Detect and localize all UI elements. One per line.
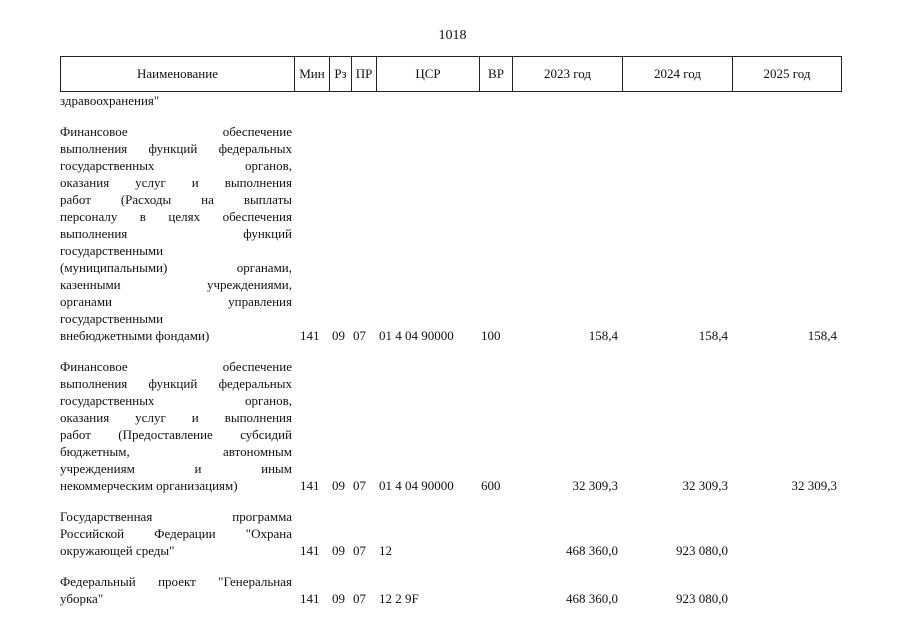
row-pr: [349, 92, 374, 109]
row-name-line: Финансовое обеспечение: [60, 124, 292, 139]
row-name-line: (муниципальными) органами,: [60, 260, 292, 275]
page-number: 1018: [438, 28, 467, 43]
row-value-2025: [730, 590, 839, 607]
table-row: [60, 358, 845, 494]
row-name-line: выполнения функций федеральных: [60, 376, 292, 391]
row-rz: 09: [332, 591, 345, 606]
row-pr: 07: [353, 328, 366, 343]
row-pr: 07: [353, 543, 366, 558]
col-header-name: Наименование: [61, 57, 295, 92]
row-min: 141: [300, 543, 320, 558]
row-name-line: работ (Предоставление субсидий: [60, 427, 292, 442]
row-csr: 01 4 04 90000: [379, 328, 454, 343]
row-csr: 01 4 04 90000: [379, 478, 454, 493]
table-row: [60, 123, 845, 344]
row-name-line: некоммерческим организациям): [60, 478, 238, 493]
col-header-2024: 2024 год: [623, 57, 733, 92]
row-name-line: бюджетным, автономным: [60, 444, 292, 459]
row-name-line: Финансовое обеспечение: [60, 359, 292, 374]
row-vr: [477, 590, 510, 607]
row-csr: 12: [379, 543, 392, 558]
col-header-pr: ПР: [352, 57, 377, 92]
row-name-line: окружающей среды": [60, 543, 175, 558]
row-value-2025: 158,4: [807, 328, 837, 343]
row-name-line: Российской Федерации "Охрана: [60, 526, 292, 541]
row-value-2023: 468 360,0: [566, 591, 618, 606]
row-rz: 09: [332, 328, 345, 343]
row-name-line: государственными: [60, 311, 164, 326]
row-min: 141: [300, 328, 320, 343]
row-min: [292, 92, 327, 109]
row-name-line: оказания услуг и выполнения: [60, 410, 292, 425]
table-body: [60, 92, 845, 607]
row-value-2023: 32 309,3: [572, 478, 618, 493]
row-vr: [477, 542, 510, 559]
row-value-2025: [730, 542, 839, 559]
row-value-2023: 468 360,0: [566, 543, 618, 558]
row-vr: 600: [481, 478, 501, 493]
row-vr: 100: [481, 328, 501, 343]
row-name: [60, 123, 292, 344]
col-header-vr: ВР: [480, 57, 513, 92]
col-header-2023: 2023 год: [513, 57, 623, 92]
row-min: 141: [300, 591, 320, 606]
row-name-line: выполнения функций федеральных: [60, 141, 292, 156]
row-name-line: казенными учреждениями,: [60, 277, 292, 292]
row-name-line: Федеральный проект "Генеральная: [60, 574, 292, 589]
row-csr: [374, 92, 477, 109]
row-name-line: органами управления: [60, 294, 292, 309]
row-pr: 07: [353, 591, 366, 606]
row-name-line: государственными: [60, 243, 164, 258]
row-name-line: Государственная программа: [60, 509, 292, 524]
row-name: [60, 358, 292, 494]
row-name-line: внебюджетными фондами): [60, 328, 210, 343]
row-csr: 12 2 9F: [379, 591, 419, 606]
row-value-2023: 158,4: [588, 328, 618, 343]
row-rz: 09: [332, 543, 345, 558]
row-vr: [477, 92, 510, 109]
col-header-min: Мин: [295, 57, 330, 92]
row-name-line: государственных органов,: [60, 393, 292, 408]
row-value-2024: [620, 92, 730, 109]
row-name-line: персоналу в целях обеспечения: [60, 209, 292, 224]
row-name-line: учреждениям и иным: [60, 461, 292, 476]
col-header-2025: 2025 год: [733, 57, 842, 92]
row-name: [60, 573, 292, 607]
column-header-table: [60, 56, 842, 92]
row-value-2024: 923 080,0: [676, 591, 728, 606]
table-row: [60, 573, 845, 607]
row-min: 141: [300, 478, 320, 493]
table-row: [60, 92, 845, 109]
col-header-rz: Рз: [330, 57, 352, 92]
row-name-line: здравоохранения": [60, 93, 160, 108]
table-row: [60, 508, 845, 559]
row-value-2025: 32 309,3: [791, 478, 837, 493]
row-value-2025: [730, 92, 839, 109]
row-name-line: уборка": [60, 591, 104, 606]
row-value-2024: 158,4: [698, 328, 728, 343]
row-name-line: государственных органов,: [60, 158, 292, 173]
row-name: [60, 92, 292, 109]
row-rz: [327, 92, 349, 109]
row-value-2024: 32 309,3: [682, 478, 728, 493]
row-pr: 07: [353, 478, 366, 493]
row-name-line: оказания услуг и выполнения: [60, 175, 292, 190]
row-name-line: работ (Расходы на выплаты: [60, 192, 292, 207]
row-name: [60, 508, 292, 559]
row-name-line: выполнения функций: [60, 226, 292, 241]
row-value-2024: 923 080,0: [676, 543, 728, 558]
row-rz: 09: [332, 478, 345, 493]
row-value-2023: [510, 92, 620, 109]
col-header-csr: ЦСР: [377, 57, 480, 92]
